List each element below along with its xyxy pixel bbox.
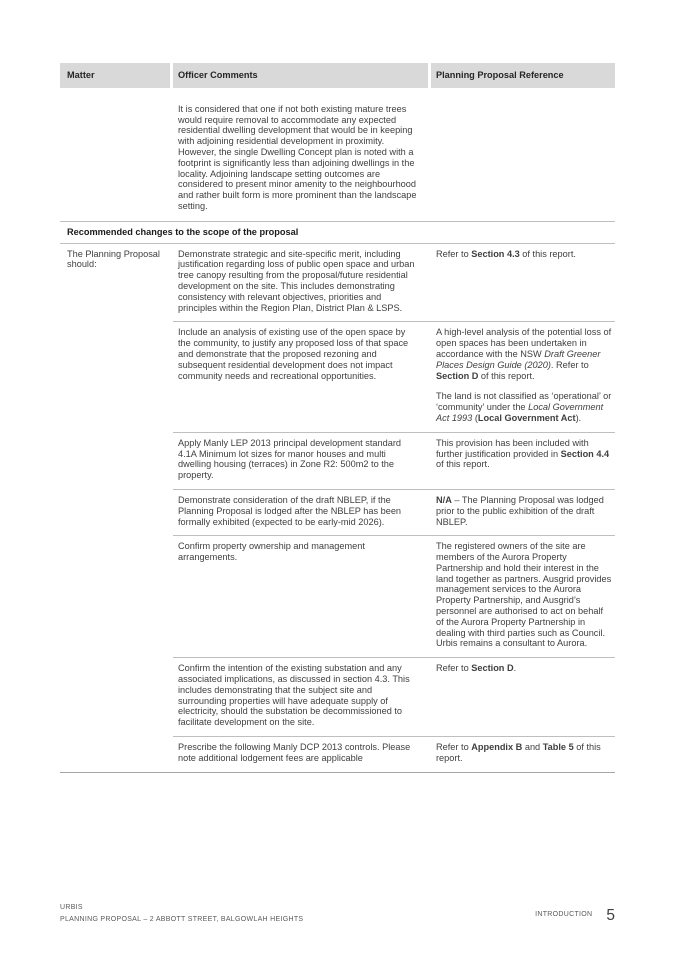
reference-text: The registered owners of the site are members of the Aurora Property Partnership and hold their interest in the land together as partners. Ausgrid provides management services to the Aurora Property Partnership, and Ausgrid’s personnel are authorised to act on behalf of the Aurora Property Partnership in dealing with third parties such as Council. Urbis remains a consultant to Aurora. <box>436 541 612 649</box>
table-row-continuation <box>60 88 615 222</box>
page-number: 5 <box>606 907 615 924</box>
column-header-matter: Matter <box>60 63 170 88</box>
officer-comment-text: Confirm property ownership and management arrangements. <box>178 541 365 563</box>
table-row <box>173 432 615 489</box>
officer-comment-text: Include an analysis of existing use of the open space by the community, to justify any proposed loss of that space and demonstrate that the proposed rezoning and subsequent residential development does not impact community needs and recreational opportunities. <box>178 327 409 381</box>
table-row <box>173 321 615 431</box>
table-row <box>173 244 615 322</box>
reference-text: Refer to Section D. <box>436 663 517 674</box>
reference-text: N/A – The Planning Proposal was lodged prior to the public exhibition of the draft NBLEP. <box>436 494 604 527</box>
footer-right <box>535 907 615 925</box>
reference-text: Refer to Section 4.3 of this report. <box>436 248 576 259</box>
page-footer <box>60 902 615 925</box>
reference-text: Refer to Appendix B and Table 5 of this report. <box>436 742 601 763</box>
comments-table <box>60 63 615 773</box>
officer-comment-text: Demonstrate strategic and site-specific merit, including justification regarding loss of public open space and urban tree canopy resulting from the proposal/future residential development on the site. This includes demonstrating consistency with relevant objectives, priorities and principles within the Region Plan, District Plan & LSPS. <box>178 248 415 313</box>
table-row <box>173 657 615 736</box>
reference-text: A high-level analysis of the potential loss of open spaces has been undertaken in accordance with the NSW Draft Greener Places Design Guide (2020). Refer to Section D of this report. The land is not classified as ‘operational’ or ‘community’ under the Local Government Act 1993 (Local Government Act). <box>436 327 612 423</box>
table-row <box>173 535 615 657</box>
footer-section-label: INTRODUCTION <box>535 910 593 918</box>
table-rows <box>173 244 615 772</box>
officer-comment-text: Demonstrate consideration of the draft NBLEP, if the Planning Proposal is lodged after the NBLEP has been formally exhibited (expected to be early-mid 2026). <box>178 494 402 527</box>
matter-label: The Planning Proposal should: <box>67 248 160 270</box>
footer-left <box>60 902 303 925</box>
officer-comment-text: It is considered that one if not both existing mature trees would require removal to accommodate any expected residential dwelling development that would be in keeping with adjoining residential development in proximity. However, the single Dwelling Concept plan is noted with a footprint is significantly less than adjoining dwellings in the locality. Adjoining landscape setting outcomes are considered to present minor amenity to the neighbourhood and rather built form is more prominent than the landscape setting. <box>178 103 417 211</box>
matter-cell-empty <box>60 88 173 221</box>
section-heading: Recommended changes to the scope of the proposal <box>60 222 615 244</box>
reference-cell-empty <box>431 88 615 221</box>
officer-comment-text: Prescribe the following Manly DCP 2013 controls. Please note additional lodgement fees are applicable <box>178 742 411 763</box>
footer-company: URBIS <box>60 904 83 911</box>
reference-text: This provision has been included with further justification provided in Section 4.4 of this report. <box>436 437 610 470</box>
column-header-planning-proposal-reference: Planning Proposal Reference <box>431 63 615 88</box>
footer-document-title: PLANNING PROPOSAL – 2 ABBOTT STREET, BALGOWLAH HEIGHTS <box>60 915 304 923</box>
officer-comment-text: Confirm the intention of the existing substation and any associated implications, as discussed in section 4.3. This includes demonstrating that the subject site and surrounding properties will have adequate supply of electricity, should the substation be decommissioned to facilitate development on the site. <box>178 663 410 728</box>
table-row <box>173 489 615 535</box>
table-row <box>173 736 615 772</box>
officer-comment-text: Apply Manly LEP 2013 principal development standard 4.1A Minimum lot sizes for manor houses and multi dwelling housing (terraces) in Zone R2: 500m2 to the property. <box>178 437 402 481</box>
table-body <box>60 244 615 773</box>
table-header-row <box>60 63 615 88</box>
column-header-officer-comments: Officer Comments <box>173 63 428 88</box>
